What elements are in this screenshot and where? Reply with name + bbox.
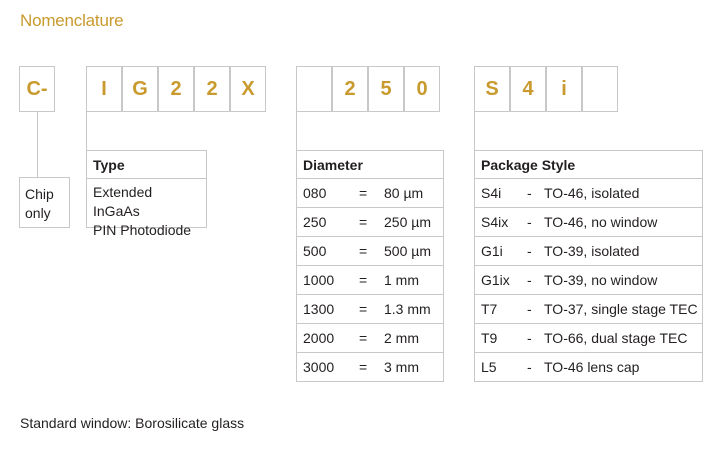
diameter-code: 500 [303,243,327,259]
code-box-type-3: 2 [158,66,194,112]
code-box-type-2: G [122,66,158,112]
package-code: G1i [481,243,503,259]
diameter-table [296,150,444,382]
package-dash: - [527,185,532,201]
diameter-equals: = [359,330,368,346]
table-row [297,353,443,382]
package-dash: - [527,330,532,346]
type-table-header: Type [87,151,206,179]
connector-diameter [296,112,297,150]
package-table-header: Package Style [475,151,702,179]
table-row [475,237,702,266]
package-dash: - [527,243,532,259]
code-box-diameter-1 [296,66,332,112]
table-row [297,266,443,295]
diameter-equals: = [359,214,368,230]
package-desc: TO-37, single stage TEC [544,301,698,317]
diameter-code: 250 [303,214,327,230]
diameter-equals: = [359,272,368,288]
diameter-equals: = [359,301,368,317]
table-row [297,208,443,237]
package-dash: - [527,359,532,375]
package-code: T9 [481,330,498,346]
package-desc: TO-46, isolated [544,185,640,201]
footer-note: Standard window: Borosilicate glass [20,415,245,431]
diameter-equals: = [359,243,368,259]
code-box-package-3: i [546,66,582,112]
package-desc: TO-39, isolated [544,243,640,259]
package-code: S4i [481,185,502,201]
table-row [297,295,443,324]
page-title: Nomenclature [20,11,124,30]
package-desc: TO-46, no window [544,214,658,230]
table-row [475,179,702,208]
code-box-package-4 [582,66,618,112]
connector-package [474,112,475,150]
code-box-type-5: X [230,66,266,112]
diameter-value: 1 mm [384,272,419,288]
package-desc: TO-66, dual stage TEC [544,330,688,346]
table-row [297,179,443,208]
diameter-value: 3 mm [384,359,419,375]
diameter-table-header: Diameter [297,151,443,179]
type-line2: PIN Photodiode [93,222,192,238]
chip-label-line2: only [25,205,51,221]
code-box-prefix: C- [19,66,55,112]
diameter-value: 80 µm [384,185,424,201]
package-table [474,150,703,382]
table-row [297,324,443,353]
package-dash: - [527,301,532,317]
table-row [475,208,702,237]
package-code: S4ix [481,214,509,230]
package-dash: - [527,214,532,230]
table-row [297,237,443,266]
code-box-package-1: S [474,66,510,112]
type-table [86,150,207,238]
connector-type [86,112,87,150]
package-desc: TO-46 lens cap [544,359,640,375]
diameter-code: 2000 [303,330,335,346]
diameter-equals: = [359,185,368,201]
chip-only-box [19,177,70,228]
code-box-type-1: I [86,66,122,112]
code-box-type-4: 2 [194,66,230,112]
diameter-equals: = [359,359,368,375]
table-row [475,266,702,295]
diameter-code: 1300 [303,301,335,317]
diameter-code: 1000 [303,272,335,288]
type-line1: Extended InGaAs [93,184,153,219]
diameter-code: 3000 [303,359,335,375]
code-box-diameter-2: 2 [332,66,368,112]
table-row [475,353,702,382]
code-box-diameter-3: 5 [368,66,404,112]
diameter-value: 250 µm [384,214,431,230]
package-code: L5 [481,359,497,375]
code-box-package-2: 4 [510,66,546,112]
diameter-value: 500 µm [384,243,431,259]
table-row [475,324,702,353]
package-dash: - [527,272,532,288]
package-code: T7 [481,301,498,317]
diameter-value: 2 mm [384,330,419,346]
diameter-value: 1.3 mm [384,301,431,317]
package-code: G1ix [481,272,510,288]
diameter-code: 080 [303,185,327,201]
chip-label-line1: Chip [25,186,54,202]
table-row [475,295,702,324]
connector-chip [37,112,38,177]
package-desc: TO-39, no window [544,272,658,288]
code-box-diameter-4: 0 [404,66,440,112]
